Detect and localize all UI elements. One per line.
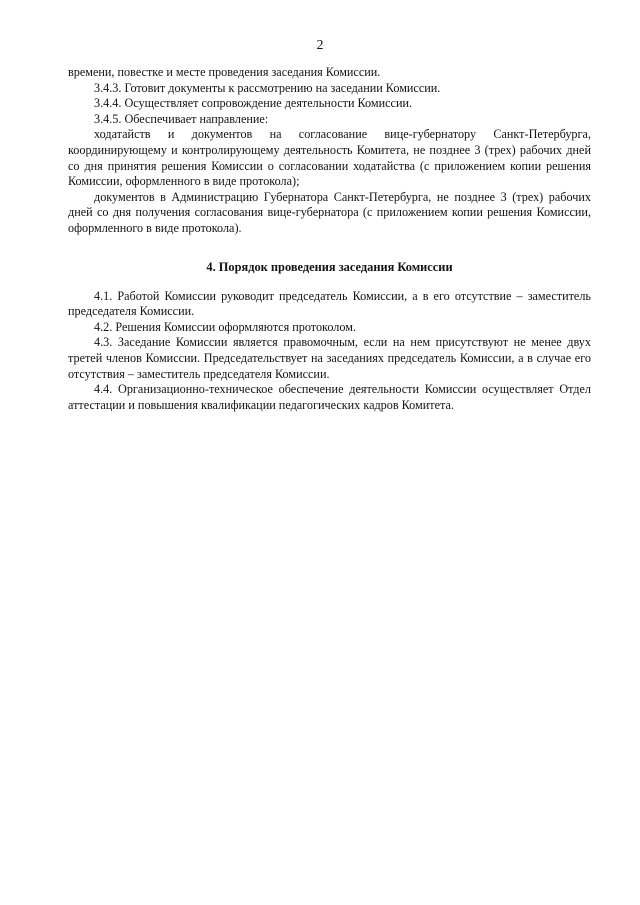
paragraph-petitions: ходатайств и документов на согласование вице-губернатору Санкт-Петербурга, координирующему и контролирующему деятельность Комитета, не позднее 3 (трех) рабочих дней со дня принятия решения Комиссии о согласовании ходатайства (с приложением копии решения Комиссии, оформленного в виде протокола); <box>68 127 591 189</box>
paragraph-documents: документов в Администрацию Губернатора Санкт-Петербурга, не позднее 3 (трех) рабочих дней со дня получения согласования вице-губернатора (с приложением копии решения Комиссии, оформленного в виде протокола). <box>68 189 591 235</box>
section-4-heading: 4. Порядок проведения заседания Комиссии <box>206 259 453 274</box>
paragraph-4-4: 4.4. Организационно-техническое обеспечение деятельности Комиссии осуществляет Отдел аттестации и повышения квалификации педагогических кадров Комитета. <box>68 382 591 412</box>
document-body <box>68 65 591 413</box>
paragraph-3-4-4: 3.4.4. Осуществляет сопровождение деятельности Комиссии. <box>94 96 413 111</box>
paragraph-4-2: 4.2. Решения Комиссии оформляются протоколом. <box>94 319 356 334</box>
page-number: 2 <box>316 38 324 53</box>
paragraph-4-3: 4.3. Заседание Комиссии является правомочным, если на нем присутствуют не менее двух третей членов Комиссии. Председательствует на заседаниях председатель Комиссии, а в случае его отсутствия – заместитель председателя Комиссии. <box>68 335 591 381</box>
paragraph-3-4-3: 3.4.3. Готовит документы к рассмотрению на заседании Комиссии. <box>94 80 441 95</box>
paragraph-3-4-5: 3.4.5. Обеспечивает направление: <box>94 111 269 126</box>
paragraph-3-4-2-tail: времени, повестке и месте проведения заседания Комиссии. <box>68 65 381 79</box>
spacer <box>68 237 591 259</box>
spacer <box>68 275 591 289</box>
paragraph-4-1: 4.1. Работой Комиссии руководит председатель Комиссии, а в его отсутствие – заместитель председателя Комиссии. <box>68 288 591 319</box>
